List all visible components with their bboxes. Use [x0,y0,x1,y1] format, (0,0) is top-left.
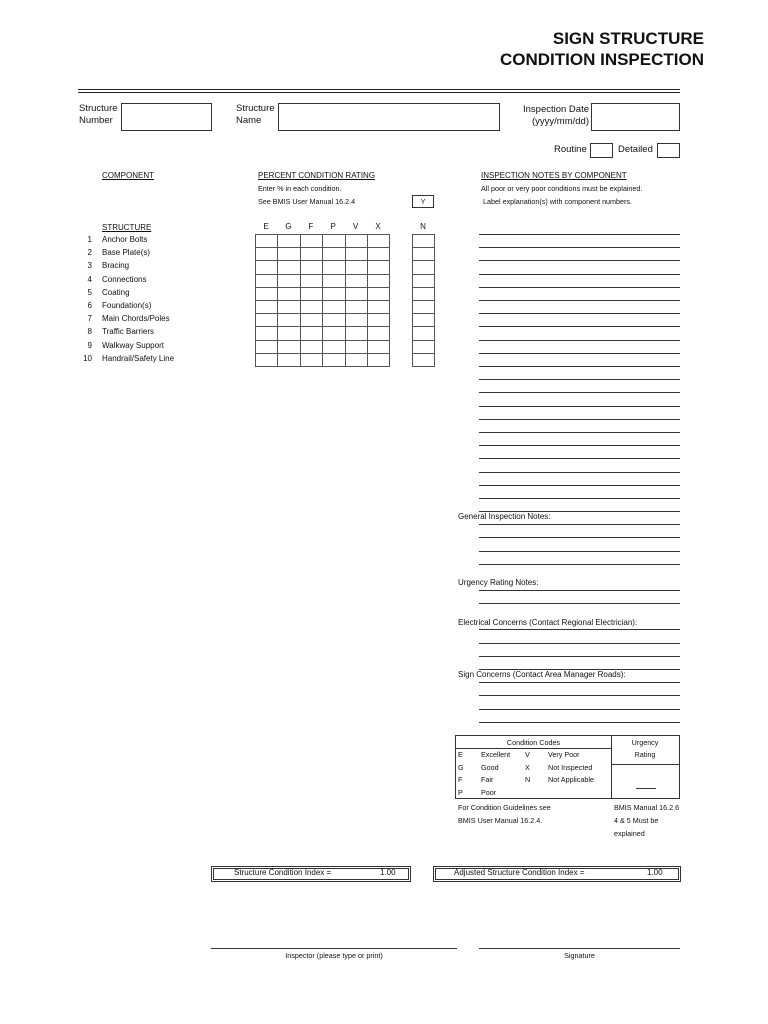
note-line[interactable] [479,564,680,565]
component-name: Bracing [102,261,130,271]
rating-cell[interactable] [345,287,367,300]
rating-cell[interactable] [345,340,367,353]
guidelines-note: For Condition Guidelines see BMIS User Manual 16.2.4. [458,803,551,825]
rating-row [256,340,390,353]
notes-header: INSPECTION NOTES BY COMPONENT [481,171,627,180]
rating-note-2: See BMIS User Manual 16.2.4 [258,197,356,206]
rating-cell[interactable] [345,248,367,261]
rating-cell[interactable] [300,327,322,340]
rating-cell[interactable] [300,314,322,327]
structure-name-field[interactable] [278,103,500,131]
na-cell[interactable] [413,314,435,327]
component-number: 9 [87,340,92,350]
rating-cell[interactable] [300,287,322,300]
signature-label: Signature [564,951,595,960]
component-name: Foundation(s) [102,301,152,310]
note-line[interactable] [479,392,680,393]
rating-row [256,353,390,366]
na-cell[interactable] [413,248,435,261]
component-name: Handrail/Safety Line [102,353,175,363]
header-rule-top [78,89,680,90]
rating-cell[interactable] [256,274,278,287]
note-line[interactable] [479,432,680,433]
rating-cell[interactable] [278,340,300,353]
rating-cell[interactable] [367,261,389,274]
bmis-manual-note: BMIS Manual 16.2.6 4 & 5 Must be explained [614,803,680,838]
note-line[interactable] [479,340,680,341]
rating-cell[interactable] [278,327,300,340]
rating-cell[interactable] [323,314,345,327]
rating-row [256,248,390,261]
header-rule-bottom [78,92,680,93]
rating-cell[interactable] [256,235,278,248]
rating-cell[interactable] [278,287,300,300]
legend-code-label: Very Poor [548,750,580,759]
note-line[interactable] [479,260,680,261]
legend-code-label: Not Inspected [548,762,593,772]
rating-cell[interactable] [323,287,345,300]
component-name: Connections [102,274,147,284]
note-line[interactable] [479,643,680,644]
na-cell[interactable] [413,261,435,274]
general-notes-label: General Inspection Notes: [458,512,551,521]
note-line[interactable] [479,300,680,301]
rating-cell[interactable] [323,248,345,261]
component-number: 3 [87,261,92,271]
rating-cell[interactable] [278,261,300,274]
component-name: Main Chords/Poles [102,314,170,324]
na-cell[interactable] [413,300,435,313]
rating-cell[interactable] [367,235,389,248]
na-cell[interactable] [413,327,435,340]
component-name: Walkway Support [102,340,164,350]
signature-line[interactable] [479,948,680,949]
na-cell[interactable] [413,235,435,248]
rating-cell[interactable] [345,274,367,287]
percent-rating-header: PERCENT CONDITION RATING [258,171,376,180]
note-line[interactable] [479,603,680,604]
note-line[interactable] [479,590,680,591]
rating-letter-n: N [420,222,426,231]
rating-row [256,235,390,248]
note-line[interactable] [479,287,680,288]
component-name: Anchor Bolts [102,235,148,244]
asci-value: 1.00 [647,868,663,877]
na-row [413,287,435,300]
note-line[interactable] [479,656,680,657]
note-line[interactable] [479,313,680,314]
rating-cell[interactable] [300,300,322,313]
urgency-rule [611,764,679,765]
note-line[interactable] [479,274,680,275]
asci-label: Adjusted Structure Condition Index = [454,868,585,877]
rating-cell[interactable] [256,340,278,353]
legend-code: V [525,750,530,759]
condition-codes-legend [455,735,680,799]
rating-row [256,287,390,300]
rating-letter: G [285,222,292,231]
component-name: Coating [102,287,130,297]
detailed-label: Detailed [618,144,653,155]
na-row [413,353,435,366]
rating-cell[interactable] [300,274,322,287]
legend-code-label: Fair [481,775,494,784]
rating-note-1: Enter % in each condition. [258,184,342,193]
component-number: 1 [87,235,92,244]
rating-row [256,327,390,340]
na-row [413,327,435,340]
y-box: Y [412,195,434,208]
rating-cell[interactable] [367,287,389,300]
rating-cell[interactable] [300,353,322,366]
rating-cell[interactable] [367,353,389,366]
rating-row [256,261,390,274]
electrical-concerns-label: Electrical Concerns (Contact Regional Electrician): [458,618,638,627]
note-line[interactable] [479,247,680,248]
rating-cell[interactable] [256,353,278,366]
note-line[interactable] [479,419,680,420]
inspector-line[interactable] [211,948,457,949]
note-line[interactable] [479,629,680,630]
note-line[interactable] [479,458,680,459]
structure-number-label: Structure Number [79,103,118,126]
note-line[interactable] [479,498,680,499]
rating-cell[interactable] [256,300,278,313]
not-applicable-column [412,234,435,367]
component-number: 10 [83,353,92,363]
rating-cell[interactable] [256,327,278,340]
rating-letter: P [330,222,336,231]
urgency-notes-label: Urgency Rating Notes: [458,578,539,587]
rating-row [256,274,390,287]
note-line[interactable] [479,353,680,354]
legend-code-label: Not Applicable [548,775,594,784]
component-header: COMPONENT [102,171,154,180]
rating-cell[interactable] [367,340,389,353]
rating-cell[interactable] [278,235,300,248]
legend-code: X [525,762,530,772]
legend-title: Condition Codes [506,738,561,747]
rating-letter: X [375,222,381,231]
legend-title-rule [456,748,611,749]
rating-cell[interactable] [278,314,300,327]
rating-row [256,314,390,327]
structure-name-label: Structure Name [236,103,275,126]
rating-cell[interactable] [345,235,367,248]
routine-checkbox[interactable] [590,143,613,158]
note-line[interactable] [479,379,680,380]
rating-cell[interactable] [323,274,345,287]
inspection-date-field[interactable] [591,103,680,131]
rating-cell[interactable] [345,353,367,366]
component-number: 6 [87,301,92,310]
routine-label: Routine [554,144,587,155]
note-line[interactable] [479,406,680,407]
component-number: 5 [87,287,92,297]
na-cell[interactable] [413,353,435,366]
rating-cell[interactable] [345,327,367,340]
na-cell[interactable] [413,274,435,287]
note-line[interactable] [479,682,680,683]
na-row [413,274,435,287]
rating-cell[interactable] [367,274,389,287]
legend-code: F [458,775,463,784]
rating-cell[interactable] [367,248,389,261]
legend-code: P [458,787,463,797]
rating-letter: E [263,222,269,231]
inspection-date-label: Inspection Date (yyyy/mm/dd) [522,104,589,127]
rating-letter: F [308,222,314,231]
rating-cell[interactable] [323,300,345,313]
na-row [413,235,435,248]
rating-cell[interactable] [345,300,367,313]
rating-cell[interactable] [367,327,389,340]
rating-row [256,300,390,313]
sign-concerns-label: Sign Concerns (Contact Area Manager Roads): [458,670,626,679]
rating-cell[interactable] [345,314,367,327]
rating-cell[interactable] [256,314,278,327]
adjusted-structure-condition-index [433,866,681,882]
rating-cell[interactable] [278,353,300,366]
rating-cell[interactable] [278,300,300,313]
na-row [413,261,435,274]
note-line[interactable] [479,551,680,552]
rating-cell[interactable] [367,300,389,313]
structure-number-field[interactable] [121,103,212,131]
legend-code-label: Poor [481,787,497,797]
rating-cell[interactable] [256,287,278,300]
structure-header: STRUCTURE [102,223,152,232]
legend-code: N [525,775,531,784]
note-line[interactable] [479,366,680,367]
legend-code: E [458,750,463,759]
component-name: Base Plate(s) [102,248,151,258]
form-title-line2: CONDITION INSPECTION [499,50,704,69]
rating-cell[interactable] [278,248,300,261]
detailed-checkbox[interactable] [657,143,680,158]
rating-grid [255,234,390,367]
rating-cell[interactable] [345,261,367,274]
note-line[interactable] [479,695,680,696]
notes-note-2: Label explanation(s) with component numbers. [483,197,633,206]
note-line[interactable] [479,234,680,235]
na-cell[interactable] [413,340,435,353]
note-line[interactable] [479,485,680,486]
urgency-blank[interactable] [636,788,656,789]
component-name: Traffic Barriers [102,327,155,337]
inspector-label: Inspector (please type or print) [285,951,383,960]
note-line[interactable] [479,709,680,710]
component-number: 7 [87,314,92,324]
sci-label: Structure Condition Index = [234,868,332,877]
urgency-title: Urgency Rating [631,738,659,759]
na-row [413,300,435,313]
rating-cell[interactable] [300,340,322,353]
rating-cell[interactable] [300,235,322,248]
component-number: 2 [87,248,92,258]
legend-code-label: Excellent [481,750,511,759]
rating-cell[interactable] [323,327,345,340]
rating-cell[interactable] [323,340,345,353]
na-row [413,340,435,353]
rating-cell[interactable] [323,235,345,248]
rating-cell[interactable] [323,261,345,274]
legend-code: G [458,762,464,772]
note-line[interactable] [479,524,680,525]
rating-cell[interactable] [256,261,278,274]
sci-value: 1.00 [380,868,396,877]
component-number: 8 [87,327,92,337]
rating-cell[interactable] [300,248,322,261]
rating-letter: V [352,222,359,231]
component-number: 4 [87,274,92,284]
rating-cell[interactable] [278,274,300,287]
na-cell[interactable] [413,287,435,300]
rating-cell[interactable] [323,353,345,366]
rating-cell[interactable] [300,261,322,274]
notes-note-1: All poor or very poor conditions must be explained. [481,184,643,193]
note-line[interactable] [479,326,680,327]
note-line[interactable] [479,722,680,723]
rating-cell[interactable] [367,314,389,327]
na-row [413,314,435,327]
na-row [413,248,435,261]
note-line[interactable] [479,472,680,473]
rating-cell[interactable] [256,248,278,261]
form-title-line1: SIGN STRUCTURE [552,29,704,48]
legend-code-label: Good [481,762,499,772]
note-line[interactable] [479,537,680,538]
structure-condition-index [211,866,411,882]
note-line[interactable] [479,445,680,446]
